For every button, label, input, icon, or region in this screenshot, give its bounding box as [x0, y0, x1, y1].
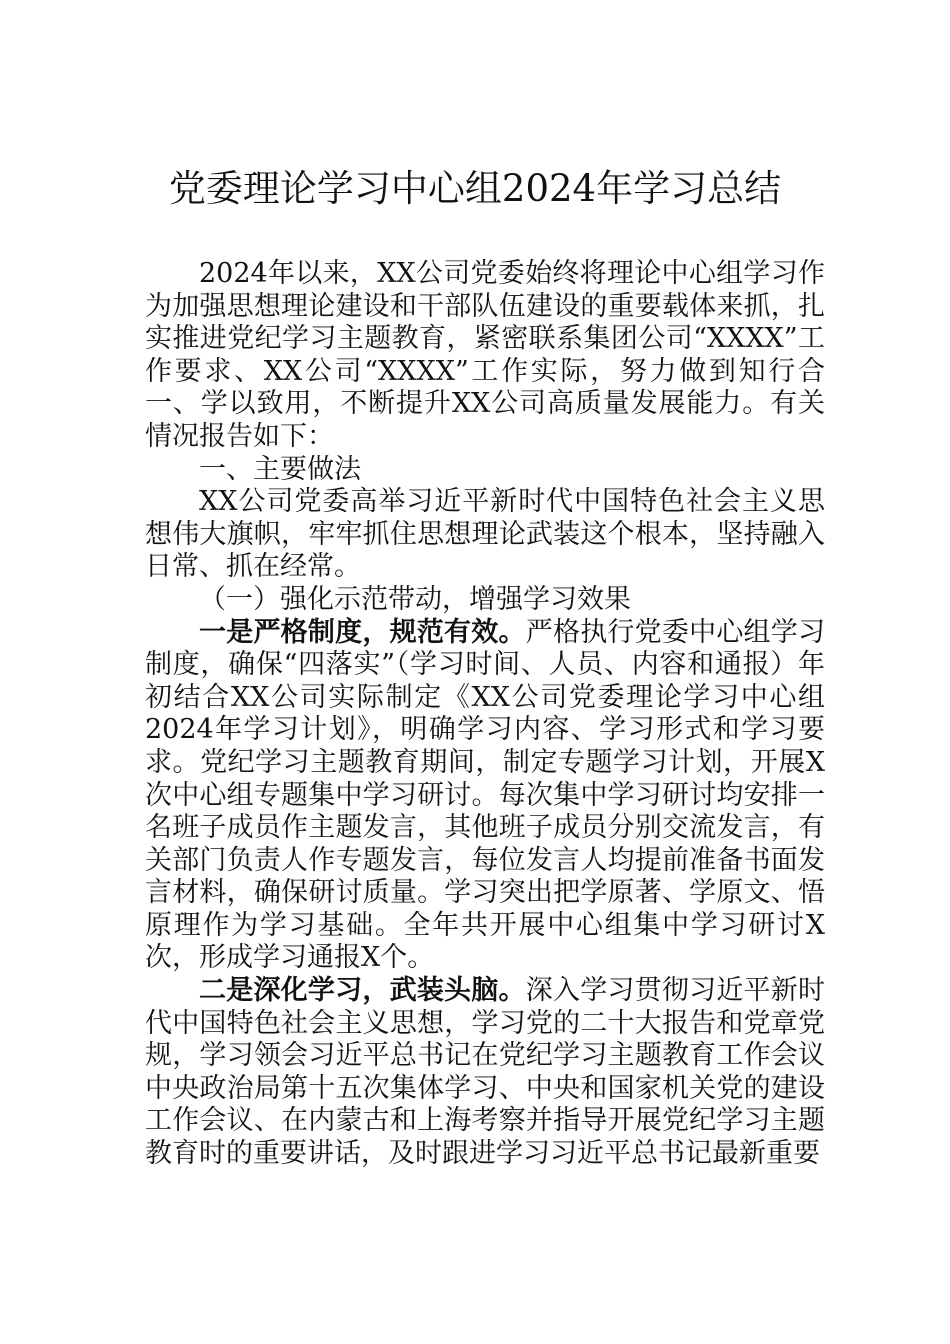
item-text-1: 严格执行党委中心组学习制度，确保“四落实”（学习时间、人员、内容和通报）年初结合XX公司实际制定《XX公司党委理论学习中心组2024年学习计划》，明确学习内容、学习形式和学习要求。党纪学习主题教育期间，制定专题学习计划，开展X次中心组专题集中学习研讨。每次集中学习研讨均安排一名班子成员作主题发言，其他班子成员分别交流发言，有关部门负责人作专题发言，每位发言人均提前准备书面发言材料，确保研讨质量。学习突出把学原著、学原文、悟原理作为学习基础。全年共开展中心组集中学习研讨X次，形成学习通报X个。: [145, 616, 826, 974]
intro-paragraph: 2024年以来，XX公司党委始终将理论中心组学习作为加强思想理论建设和干部队伍建设的重要载体来抓，扎实推进党纪学习主题教育，紧密联系集团公司“XXXX”工作要求、XX公司“XXXX”工作实际，努力做到知行合一、学以致用，不断提升XX公司高质量发展能力。有关情况报告如下：: [145, 258, 825, 452]
section-paragraph: XX公司党委高举习近平新时代中国特色社会主义思想伟大旗帜，牢牢抓住思想理论武装这个根本，坚持融入日常、抓在经常。: [145, 486, 825, 583]
document-body: [145, 258, 825, 1171]
section-heading: 一、主要做法: [199, 453, 361, 485]
item-lead-2: 二是深化学习，武装头脑。: [199, 975, 526, 1007]
item-paragraph-2: [145, 975, 825, 1171]
item-lead-1: 一是严格制度，规范有效。: [199, 616, 526, 648]
subsection-heading: （一）强化示范带动，增强学习效果: [199, 583, 631, 615]
item-text-2: 深入学习贯彻习近平新时代中国特色社会主义思想，学习党的二十大报告和党章党规，学习领会习近平总书记在党纪学习主题教育工作会议中央政治局第十五次集体学习、中央和国家机关党的建设工作会议、在内蒙古和上海考察并指导开展党纪学习主题教育时的重要讲话，及时跟进学习习近平总书记最新重要: [145, 975, 826, 1170]
item-paragraph-1: [145, 617, 825, 976]
document-title: 党委理论学习中心组2024年学习总结: [168, 167, 782, 210]
